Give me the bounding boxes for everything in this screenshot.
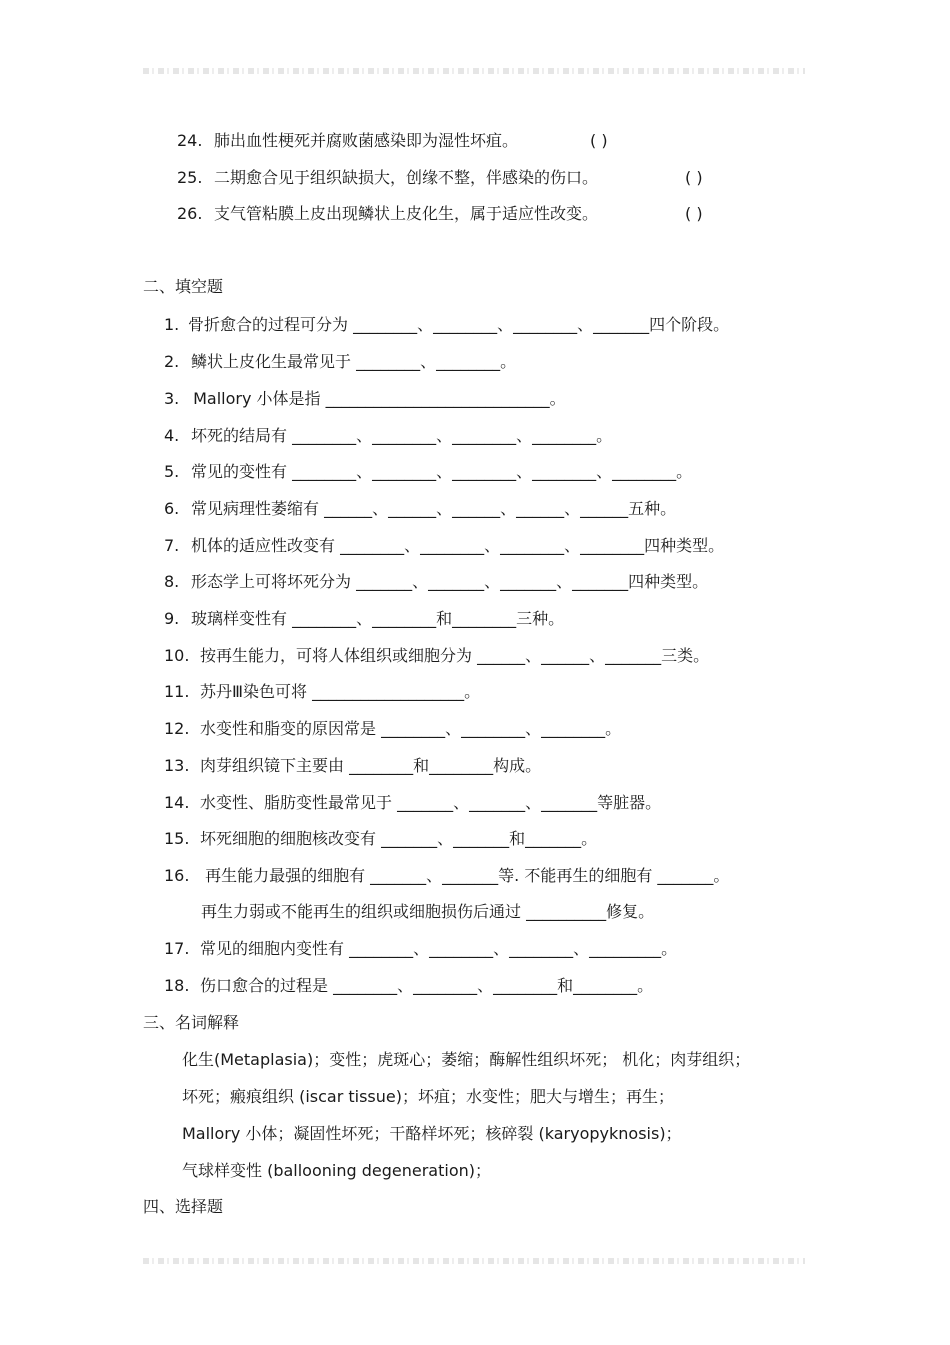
fill-item-6 bbox=[164, 499, 676, 519]
fill-item-16 bbox=[164, 866, 729, 886]
item-text: 常见病理性萎缩有 ______、______、______、______、______五种。 bbox=[191, 499, 677, 518]
fill-item-14 bbox=[164, 793, 661, 813]
terms-line: 坏死；瘢痕组织 (iscar tissue)；坏疽；水变性；肥大与增生；再生； bbox=[182, 1087, 674, 1106]
item-text: 鳞状上皮化生最常见于 ________、________。 bbox=[191, 352, 517, 371]
answer-parens: ( ) bbox=[590, 131, 608, 150]
item-number: 11. bbox=[164, 682, 190, 701]
item-text: 肺出血性梗死并腐败菌感染即为湿性坏疽。 bbox=[214, 131, 519, 150]
section-title-terms: 三、名词解释 bbox=[143, 1013, 240, 1032]
item-number: 7. bbox=[164, 536, 180, 555]
fill-item-12 bbox=[164, 719, 621, 739]
item-text: Mallory 小体是指 ____________________________。 bbox=[188, 389, 566, 408]
item-number: 3. bbox=[164, 389, 180, 408]
fill-item-1 bbox=[164, 315, 729, 335]
item-text: 按再生能力，可将人体组织或细胞分为 ______、______、_______三类。 bbox=[200, 646, 710, 665]
item-number: 26. bbox=[177, 204, 203, 223]
fill-item-10 bbox=[164, 646, 709, 666]
footer-scan-noise bbox=[143, 1258, 805, 1264]
item-text: 水变性和脂变的原因常是 ________、________、________。 bbox=[200, 719, 622, 738]
item-text: 形态学上可将坏死分为 _______、_______、_______、_______四种类型。 bbox=[191, 572, 709, 591]
fill-item-7 bbox=[164, 536, 724, 556]
fill-item-2 bbox=[164, 352, 516, 372]
judgement-item-26 bbox=[177, 204, 598, 224]
answer-parens: ( ) bbox=[685, 204, 703, 223]
item-number: 1. bbox=[164, 315, 180, 334]
terms-line: 气球样变性 (ballooning degeneration)； bbox=[182, 1161, 491, 1180]
item-number: 9. bbox=[164, 609, 180, 628]
item-number: 15. bbox=[164, 829, 190, 848]
section-title-fill-in: 二、填空题 bbox=[143, 277, 224, 296]
item-text: 苏丹Ⅲ染色可将 ___________________。 bbox=[200, 682, 481, 701]
item-text: 常见的变性有 ________、________、________、________、________。 bbox=[191, 462, 693, 481]
fill-item-11 bbox=[164, 682, 480, 702]
item-number: 18. bbox=[164, 976, 190, 995]
fill-item-9 bbox=[164, 609, 564, 629]
item-text: 肉芽组织镜下主要由 ________和________构成。 bbox=[200, 756, 542, 775]
item-text: 二期愈合见于组织缺损大，创缘不整，伴感染的伤口。 bbox=[214, 168, 599, 187]
item-text: 再生能力最强的细胞有 _______、_______等. 不能再生的细胞有 _______。 bbox=[200, 866, 730, 885]
item-number: 13. bbox=[164, 756, 190, 775]
item-text: 水变性、脂肪变性最常见于 _______、_______、_______等脏器。 bbox=[200, 793, 662, 812]
terms-line: Mallory 小体；凝固性坏死；干酪样坏死；核碎裂 (karyopyknosis)； bbox=[182, 1124, 682, 1143]
fill-item-13 bbox=[164, 756, 541, 776]
item-number: 12. bbox=[164, 719, 190, 738]
fill-item-8 bbox=[164, 572, 708, 592]
section-title-choice: 四、选择题 bbox=[143, 1197, 224, 1216]
item-text: 机体的适应性改变有 ________、________、________、________四种类型。 bbox=[191, 536, 725, 555]
item-number: 4. bbox=[164, 426, 180, 445]
item-number: 5. bbox=[164, 462, 180, 481]
item-text: 骨折愈合的过程可分为 ________、________、________、_______四个阶段。 bbox=[188, 315, 730, 334]
header-scan-noise bbox=[143, 68, 805, 74]
item-number: 14. bbox=[164, 793, 190, 812]
fill-item-18 bbox=[164, 976, 653, 996]
fill-item-4 bbox=[164, 426, 612, 446]
item-text: 常见的细胞内变性有 ________、________、________、_________。 bbox=[200, 939, 678, 958]
item-text: 坏死的结局有 ________、________、________、________。 bbox=[191, 426, 613, 445]
item-text: 伤口愈合的过程是 ________、________、________和________。 bbox=[200, 976, 654, 995]
item-text: 坏死细胞的细胞核改变有 _______、_______和_______。 bbox=[200, 829, 598, 848]
terms-line: 化生(Metaplasia)；变性；虎斑心；萎缩；酶解性组织坏死； 机化；肉芽组织； bbox=[182, 1050, 751, 1069]
answer-parens: ( ) bbox=[685, 168, 703, 187]
item-number: 8. bbox=[164, 572, 180, 591]
item-number: 2. bbox=[164, 352, 180, 371]
item-text: 支气管粘膜上皮出现鳞状上皮化生，属于适应性改变。 bbox=[214, 204, 599, 223]
item-number: 6. bbox=[164, 499, 180, 518]
item-number: 10. bbox=[164, 646, 190, 665]
judgement-item-25 bbox=[177, 168, 598, 188]
judgement-item-24 bbox=[177, 131, 518, 151]
fill-item-17 bbox=[164, 939, 677, 959]
item-text: 玻璃样变性有 ________、________和________三种。 bbox=[191, 609, 565, 628]
item-text: 再生力弱或不能再生的组织或细胞损伤后通过 __________修复。 bbox=[201, 902, 655, 921]
item-number: 17. bbox=[164, 939, 190, 958]
fill-item-5 bbox=[164, 462, 692, 482]
fill-item-16-continued bbox=[164, 902, 654, 922]
fill-item-15 bbox=[164, 829, 597, 849]
item-number: 16. bbox=[164, 866, 190, 885]
item-number: 24. bbox=[177, 131, 203, 150]
item-number: 25. bbox=[177, 168, 203, 187]
fill-item-3 bbox=[164, 389, 566, 409]
